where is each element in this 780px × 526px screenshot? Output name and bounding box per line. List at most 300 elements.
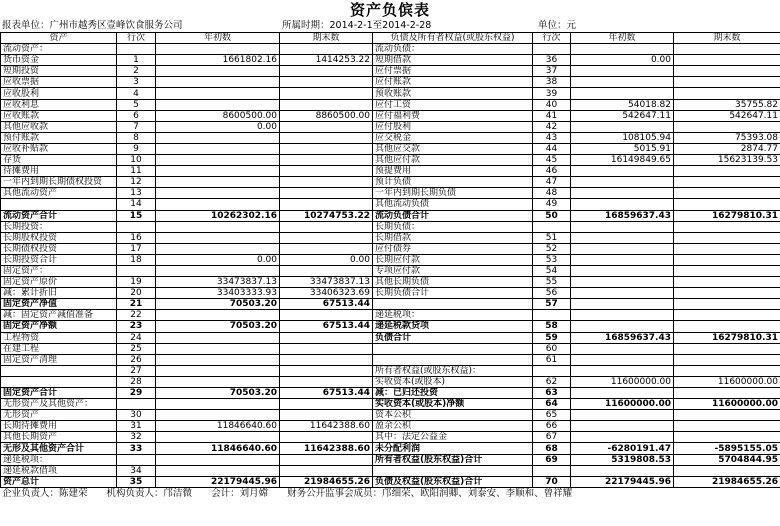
liability-item: 预计负债	[373, 177, 533, 188]
asset-line-no: 23	[117, 321, 156, 332]
liability-item: 所有者权益(或股东权益)：	[373, 365, 533, 376]
liability-item: 实收资本(或股本)净额	[373, 399, 533, 410]
liability-closing	[674, 299, 780, 310]
asset-closing: 67513.44	[280, 321, 373, 332]
liability-line-no: 63	[533, 388, 571, 399]
header-closing: 期末数	[280, 33, 373, 44]
asset-closing: 1414253.22	[280, 55, 373, 66]
liability-line-no: 56	[533, 288, 571, 299]
liability-line-no: 55	[533, 277, 571, 288]
asset-item: 长期待摊费用	[1, 421, 117, 432]
asset-opening	[156, 232, 280, 243]
liability-line-no: 44	[533, 143, 571, 154]
liability-line-no: 58	[533, 321, 571, 332]
liability-line-no: 46	[533, 166, 571, 177]
asset-line-no: 19	[117, 277, 156, 288]
asset-opening: 10262302.16	[156, 210, 280, 221]
table-row	[1, 243, 780, 254]
liability-item	[373, 299, 533, 310]
asset-closing	[280, 265, 373, 276]
liability-line-no: 39	[533, 88, 571, 99]
asset-item: 长期债权投资	[1, 243, 117, 254]
asset-opening	[156, 265, 280, 276]
asset-opening	[156, 376, 280, 387]
asset-line-no: 17	[117, 243, 156, 254]
asset-item: 固定资产清理	[1, 354, 117, 365]
liability-line-no: 67	[533, 432, 571, 443]
asset-opening: 22179445.96	[156, 476, 280, 487]
liability-closing	[674, 265, 780, 276]
liability-item: 应付债券	[373, 243, 533, 254]
liability-closing	[674, 321, 780, 332]
asset-item: 无形及其他资产合计	[1, 443, 117, 454]
liability-item: 负债及权益(股东权益)合计	[373, 476, 533, 487]
header-line-no-right: 行次	[533, 33, 571, 44]
asset-opening: 33473837.13	[156, 277, 280, 288]
asset-item: 预付账款	[1, 132, 117, 143]
liability-opening	[571, 343, 674, 354]
liability-opening	[571, 288, 674, 299]
liability-opening	[571, 265, 674, 276]
liability-item: 应交税金	[373, 132, 533, 143]
liability-item: 递延税款贷项	[373, 321, 533, 332]
asset-line-no: 31	[117, 421, 156, 432]
asset-closing	[280, 332, 373, 343]
asset-line-no: 9	[117, 143, 156, 154]
asset-closing: 11642388.60	[280, 421, 373, 432]
asset-line-no: 8	[117, 132, 156, 143]
asset-opening	[156, 410, 280, 421]
liability-item: 长期负债合计	[373, 288, 533, 299]
liability-closing	[674, 232, 780, 243]
liability-line-no: 38	[533, 77, 571, 88]
asset-closing: 8860500.00	[280, 110, 373, 121]
asset-line-no: 6	[117, 110, 156, 121]
liability-opening	[571, 465, 674, 476]
asset-opening	[156, 199, 280, 210]
liability-closing: 35755.82	[674, 99, 780, 110]
asset-item: 在建工程	[1, 343, 117, 354]
table-row	[1, 66, 780, 77]
liability-opening	[571, 299, 674, 310]
unit-info	[2, 20, 183, 32]
asset-closing	[280, 465, 373, 476]
asset-opening: 11846640.60	[156, 443, 280, 454]
signature-footer	[0, 488, 780, 500]
liability-opening: 5015.91	[571, 143, 674, 154]
asset-line-no: 18	[117, 254, 156, 265]
liability-opening: 108105.94	[571, 132, 674, 143]
asset-opening	[156, 132, 280, 143]
asset-item: 递延税款借项	[1, 465, 117, 476]
asset-item: 其他流动资产	[1, 188, 117, 199]
liability-item	[373, 354, 533, 365]
asset-closing	[280, 354, 373, 365]
liability-closing: 21984655.26	[674, 476, 780, 487]
asset-opening	[156, 88, 280, 99]
table-row	[1, 443, 780, 454]
liability-item: 应付账款	[373, 77, 533, 88]
liability-line-no	[533, 221, 571, 232]
table-row	[1, 265, 780, 276]
asset-item: 固定资产净值	[1, 299, 117, 310]
liability-opening: -6280191.47	[571, 443, 674, 454]
liability-line-no: 49	[533, 199, 571, 210]
liability-item: 实收资本(或股本)	[373, 376, 533, 387]
liability-item	[373, 343, 533, 354]
liability-opening: 16149849.65	[571, 155, 674, 166]
asset-line-no: 35	[117, 476, 156, 487]
liability-opening	[571, 421, 674, 432]
asset-opening: 70503.20	[156, 299, 280, 310]
liability-opening	[571, 432, 674, 443]
asset-line-no	[117, 265, 156, 276]
asset-item: 减：固定资产减值准备	[1, 310, 117, 321]
liability-item: 递延税项：	[373, 310, 533, 321]
asset-opening	[156, 188, 280, 199]
header-closing-right: 期末数	[674, 33, 780, 44]
asset-line-no: 22	[117, 310, 156, 321]
asset-line-no: 26	[117, 354, 156, 365]
asset-line-no: 24	[117, 332, 156, 343]
table-row	[1, 99, 780, 110]
asset-item	[1, 365, 117, 376]
header-asset: 资产	[1, 33, 117, 44]
liability-opening	[571, 243, 674, 254]
table-row	[1, 343, 780, 354]
asset-item: 应收补贴款	[1, 143, 117, 154]
liability-closing	[674, 177, 780, 188]
liability-line-no: 54	[533, 265, 571, 276]
asset-closing	[280, 66, 373, 77]
liability-opening	[571, 254, 674, 265]
asset-opening	[156, 343, 280, 354]
table-row	[1, 110, 780, 121]
liability-opening	[571, 410, 674, 421]
liability-closing	[674, 254, 780, 265]
liability-line-no: 47	[533, 177, 571, 188]
asset-opening: 1661802.16	[156, 55, 280, 66]
table-row	[1, 44, 780, 55]
table-row	[1, 121, 780, 132]
liability-closing	[674, 88, 780, 99]
table-row	[1, 288, 780, 299]
asset-closing	[280, 199, 373, 210]
asset-item: 存货	[1, 155, 117, 166]
liability-closing: 5704844.95	[674, 454, 780, 465]
asset-closing	[280, 343, 373, 354]
liability-item: 其他流动负债	[373, 199, 533, 210]
asset-opening	[156, 310, 280, 321]
liability-closing	[674, 188, 780, 199]
table-row	[1, 77, 780, 88]
table-row	[1, 132, 780, 143]
liability-line-no: 36	[533, 55, 571, 66]
period-label: 所属时期：	[282, 20, 330, 31]
table-row	[1, 476, 780, 487]
table-body	[1, 44, 780, 488]
table-row	[1, 188, 780, 199]
asset-closing	[280, 454, 373, 465]
asset-item: 长期投资：	[1, 221, 117, 232]
asset-opening	[156, 332, 280, 343]
asset-closing	[280, 376, 373, 387]
asset-closing	[280, 155, 373, 166]
table-row	[1, 421, 780, 432]
table-row	[1, 310, 780, 321]
liability-line-no: 61	[533, 354, 571, 365]
asset-line-no	[117, 44, 156, 55]
asset-closing: 67513.44	[280, 388, 373, 399]
liability-item: 其他长期负债	[373, 277, 533, 288]
table-row	[1, 277, 780, 288]
asset-line-no: 4	[117, 88, 156, 99]
footer-leader: 企业负责人：陈建荣	[2, 487, 88, 499]
liability-opening	[571, 188, 674, 199]
asset-item: 固定资产原价	[1, 277, 117, 288]
liability-line-no: 42	[533, 121, 571, 132]
liability-closing	[674, 66, 780, 77]
liability-closing	[674, 365, 780, 376]
asset-closing	[280, 410, 373, 421]
liability-opening	[571, 199, 674, 210]
liability-closing	[674, 199, 780, 210]
liability-closing: 75393.08	[674, 132, 780, 143]
liability-opening: 5319808.53	[571, 454, 674, 465]
asset-line-no: 7	[117, 121, 156, 132]
liability-opening	[571, 354, 674, 365]
table-row	[1, 166, 780, 177]
liability-closing	[674, 77, 780, 88]
liability-opening	[571, 121, 674, 132]
footer-accountant: 会计：刘月嫦	[211, 487, 269, 499]
liability-item: 预提费用	[373, 166, 533, 177]
liability-line-no: 59	[533, 332, 571, 343]
asset-closing: 11642388.60	[280, 443, 373, 454]
asset-opening: 0.00	[156, 121, 280, 132]
liability-closing	[674, 465, 780, 476]
asset-opening	[156, 44, 280, 55]
asset-closing: 0.00	[280, 254, 373, 265]
currency-info	[538, 20, 576, 32]
asset-closing	[280, 88, 373, 99]
asset-opening	[156, 166, 280, 177]
liability-closing	[674, 44, 780, 55]
liability-item: 长期借款	[373, 232, 533, 243]
liability-opening: 542647.11	[571, 110, 674, 121]
unit-name: 广州市越秀区壹峰饮食服务公司	[49, 20, 183, 31]
asset-item: 流动资产：	[1, 44, 117, 55]
asset-item: 待摊费用	[1, 166, 117, 177]
asset-closing	[280, 221, 373, 232]
table-row	[1, 232, 780, 243]
asset-line-no: 30	[117, 410, 156, 421]
table-row	[1, 155, 780, 166]
liability-item: 流动负债合计	[373, 210, 533, 221]
asset-item: 工程物资	[1, 332, 117, 343]
liability-item: 负债合计	[373, 332, 533, 343]
liability-item: 预收账款	[373, 88, 533, 99]
liability-line-no: 48	[533, 188, 571, 199]
header-line-no: 行次	[117, 33, 156, 44]
header-liability-equity: 负债及所有者权益(或股东权益)	[373, 33, 533, 44]
asset-line-no: 1	[117, 55, 156, 66]
asset-line-no: 34	[117, 465, 156, 476]
asset-line-no: 15	[117, 210, 156, 221]
liability-opening: 22179445.96	[571, 476, 674, 487]
footer-org-leader: 机构负责人：邝洁微	[106, 487, 193, 499]
table-row	[1, 55, 780, 66]
table-row	[1, 199, 780, 210]
asset-line-no: 16	[117, 232, 156, 243]
table-row	[1, 210, 780, 221]
table-row	[1, 354, 780, 365]
asset-closing: 67513.44	[280, 299, 373, 310]
asset-closing	[280, 99, 373, 110]
asset-item: 固定资产：	[1, 265, 117, 276]
asset-closing	[280, 310, 373, 321]
liability-line-no	[533, 465, 571, 476]
liability-line-no: 52	[533, 243, 571, 254]
asset-closing	[280, 432, 373, 443]
report-title: 资产负傧表	[349, 1, 430, 19]
asset-line-no: 33	[117, 443, 156, 454]
asset-item: 长期股权投资	[1, 232, 117, 243]
asset-closing	[280, 44, 373, 55]
header-opening: 年初数	[156, 33, 280, 44]
liability-line-no: 64	[533, 399, 571, 410]
asset-line-no: 28	[117, 376, 156, 387]
liability-closing: 2874.77	[674, 143, 780, 154]
liability-closing	[674, 243, 780, 254]
liability-line-no: 66	[533, 421, 571, 432]
liability-opening	[571, 44, 674, 55]
asset-item: 资产总计	[1, 476, 117, 487]
asset-item	[1, 376, 117, 387]
asset-item: 其他长期资产	[1, 432, 117, 443]
asset-opening	[156, 143, 280, 154]
asset-opening: 11846640.60	[156, 421, 280, 432]
asset-closing: 33473837.13	[280, 277, 373, 288]
liability-closing: -5895155.05	[674, 443, 780, 454]
liability-item: 资本公积	[373, 410, 533, 421]
asset-closing	[280, 365, 373, 376]
liability-item: 减：已归还投资	[373, 388, 533, 399]
asset-closing: 21984655.26	[280, 476, 373, 487]
asset-line-no: 2	[117, 66, 156, 77]
asset-line-no	[117, 454, 156, 465]
asset-item: 货币资金	[1, 55, 117, 66]
liability-line-no: 65	[533, 410, 571, 421]
liability-closing	[674, 432, 780, 443]
liability-closing: 542647.11	[674, 110, 780, 121]
asset-item: 长期投资合计	[1, 254, 117, 265]
asset-opening	[156, 155, 280, 166]
liability-line-no	[533, 44, 571, 55]
asset-item: 应收票据	[1, 77, 117, 88]
table-header-row	[1, 33, 780, 44]
currency-label: 单位：	[538, 20, 567, 31]
liability-item: 应付股利	[373, 121, 533, 132]
liability-closing: 15623139.53	[674, 155, 780, 166]
liability-opening: 11600000.00	[571, 399, 674, 410]
asset-item: 其他应收款	[1, 121, 117, 132]
asset-line-no	[117, 221, 156, 232]
table-row	[1, 465, 780, 476]
liability-closing	[674, 343, 780, 354]
asset-item: 无形资产及其他资产：	[1, 399, 117, 410]
liability-line-no: 50	[533, 210, 571, 221]
asset-line-no: 13	[117, 188, 156, 199]
liability-opening: 54018.82	[571, 99, 674, 110]
period-info	[282, 20, 431, 32]
liability-line-no: 62	[533, 376, 571, 387]
liability-item: 长期负债：	[373, 221, 533, 232]
asset-closing: 10274753.22	[280, 210, 373, 221]
table-row	[1, 321, 780, 332]
liability-item: 盈余公积	[373, 421, 533, 432]
asset-item: 固定资产净额	[1, 321, 117, 332]
report-meta	[0, 20, 780, 32]
asset-closing	[280, 243, 373, 254]
liability-closing	[674, 221, 780, 232]
liability-line-no: 41	[533, 110, 571, 121]
table-row	[1, 388, 780, 399]
liability-opening	[571, 277, 674, 288]
asset-line-no: 10	[117, 155, 156, 166]
liability-item: 未分配利润	[373, 443, 533, 454]
period-start: 2014-2-1	[329, 20, 373, 31]
table-row	[1, 254, 780, 265]
asset-opening: 70503.20	[156, 321, 280, 332]
liability-line-no: 68	[533, 443, 571, 454]
liability-closing	[674, 421, 780, 432]
asset-line-no: 21	[117, 299, 156, 310]
liability-opening	[571, 365, 674, 376]
liability-opening	[571, 166, 674, 177]
table-row	[1, 454, 780, 465]
liability-line-no: 69	[533, 454, 571, 465]
liability-line-no: 43	[533, 132, 571, 143]
asset-line-no: 14	[117, 199, 156, 210]
asset-line-no: 25	[117, 343, 156, 354]
asset-opening	[156, 99, 280, 110]
asset-opening: 70503.20	[156, 388, 280, 399]
asset-opening	[156, 354, 280, 365]
table-row	[1, 221, 780, 232]
balance-sheet-table	[0, 32, 780, 488]
asset-line-no: 20	[117, 288, 156, 299]
liability-closing	[674, 121, 780, 132]
liability-item: 其他应交款	[373, 143, 533, 154]
liability-opening: 0.00	[571, 55, 674, 66]
asset-opening	[156, 221, 280, 232]
asset-closing	[280, 188, 373, 199]
liability-line-no: 51	[533, 232, 571, 243]
liability-opening	[571, 310, 674, 321]
table-row	[1, 177, 780, 188]
asset-opening	[156, 432, 280, 443]
asset-opening: 33403333.93	[156, 288, 280, 299]
asset-line-no: 29	[117, 388, 156, 399]
header-opening-right: 年初数	[571, 33, 674, 44]
liability-line-no: 53	[533, 254, 571, 265]
asset-opening	[156, 465, 280, 476]
asset-opening	[156, 243, 280, 254]
liability-item: 应付票据	[373, 66, 533, 77]
liability-closing	[674, 410, 780, 421]
liability-closing	[674, 388, 780, 399]
